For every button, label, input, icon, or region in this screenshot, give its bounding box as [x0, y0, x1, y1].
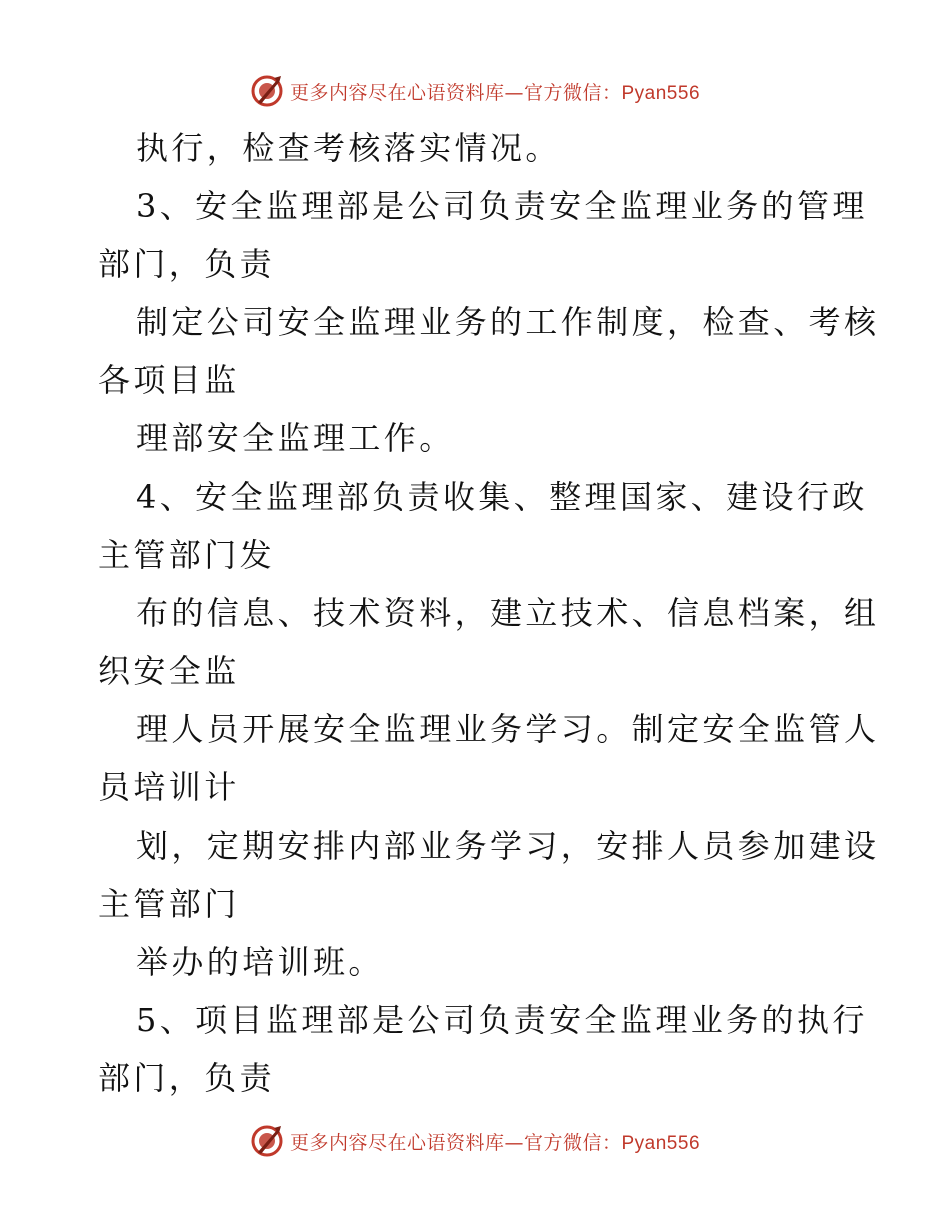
text-line: 主管部门 [98, 885, 240, 923]
watermark-text: 更多内容尽在心语资料库—官方微信：Pyan556 [289, 81, 701, 104]
text-line: 各项目监 [98, 361, 240, 399]
text-line: 制定公司安全监理业务的工作制度，检查、考核 [136, 303, 880, 341]
text-line: 3、安全监理部是公司负责安全监理业务的管理 [136, 187, 868, 225]
text-line: 理部安全监理工作。 [136, 419, 455, 457]
text-line: 4、安全监理部负责收集、整理国家、建设行政 [136, 478, 868, 516]
text-line: 布的信息、技术资料，建立技术、信息档案，组 [136, 594, 880, 632]
text-line: 举办的培训班。 [136, 943, 384, 981]
text-line: 划，定期安排内部业务学习，安排人员参加建设 [136, 827, 880, 865]
watermark-text: 更多内容尽在心语资料库—官方微信：Pyan556 [289, 1131, 701, 1154]
footer-watermark [0, 1121, 950, 1161]
text-line: 执行，检查考核落实情况。 [136, 129, 561, 167]
text-line: 员培训计 [98, 768, 240, 806]
text-line: 理人员开展安全监理业务学习。制定安全监管人 [136, 710, 880, 748]
text-line: 5、项目监理部是公司负责安全监理业务的执行 [136, 1001, 868, 1039]
quill-pen-logo-icon [250, 1124, 284, 1158]
text-line: 主管部门发 [98, 536, 276, 574]
text-line: 部门，负责 [98, 245, 276, 283]
text-line: 织安全监 [98, 652, 240, 690]
text-line: 部门，负责 [98, 1059, 276, 1097]
